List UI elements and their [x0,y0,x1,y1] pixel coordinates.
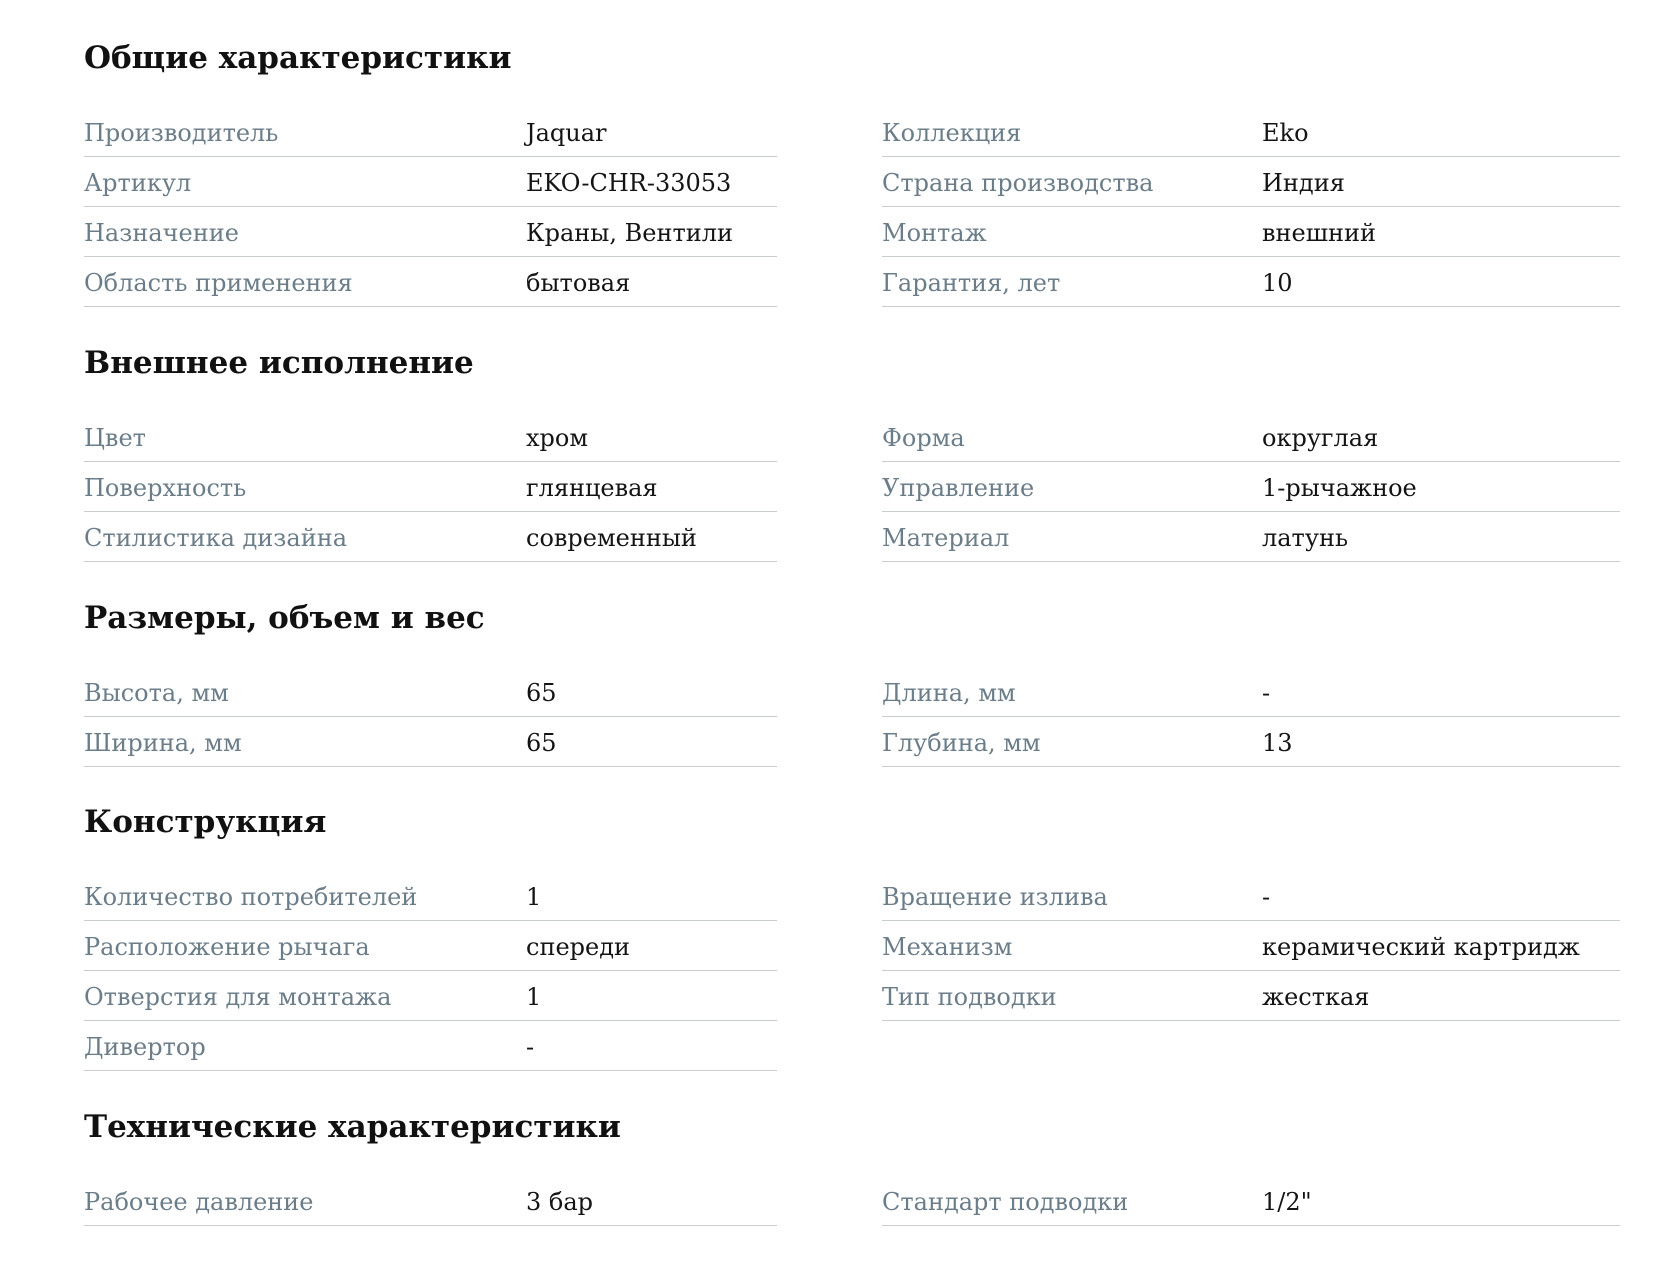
spec-value: внешний [1262,219,1377,247]
spec-row [882,157,1620,207]
spec-value: керамический картридж [1262,933,1580,961]
spec-label: Гарантия, лет [882,269,1061,297]
spec-row [84,871,777,921]
spec-label: Дивертор [84,1033,206,1061]
spec-value: спереди [526,933,630,961]
spec-row [84,257,777,307]
spec-row [84,1176,777,1226]
spec-label: Управление [882,474,1035,502]
spec-value: Краны, Вентили [526,219,733,247]
spec-value: EKO-CHR-33053 [526,169,732,197]
spec-row [84,1021,777,1071]
spec-label: Материал [882,524,1010,552]
spec-label: Стилистика дизайна [84,524,348,552]
spec-value: жесткая [1262,983,1370,1011]
spec-label: Назначение [84,219,239,247]
spec-label: Производитель [84,119,279,147]
spec-label: Цвет [84,424,146,452]
spec-value: 3 бар [526,1188,594,1216]
spec-row [882,667,1620,717]
spec-label: Поверхность [84,474,247,502]
spec-value: 13 [1262,729,1293,757]
spec-row [882,871,1620,921]
spec-value: 1/2" [1262,1188,1312,1216]
spec-label: Область применения [84,269,353,297]
spec-label: Страна производства [882,169,1154,197]
spec-label: Коллекция [882,119,1022,147]
spec-label: Рабочее давление [84,1188,314,1216]
spec-value: 1-рычажное [1262,474,1417,502]
spec-row [84,512,777,562]
section-technical [84,1107,1620,1226]
spec-column-left [84,412,777,562]
spec-column-left [84,107,777,307]
section-construction [84,802,1620,1071]
spec-label: Форма [882,424,965,452]
spec-label: Расположение рычага [84,933,370,961]
spec-label: Механизм [882,933,1013,961]
spec-column-right [882,107,1620,307]
spec-value: Jaquar [526,119,607,147]
spec-row [882,207,1620,257]
spec-value: Индия [1262,169,1345,197]
spec-column-right [882,667,1620,767]
section-appearance [84,343,1620,562]
section-title: Конструкция [84,804,327,840]
spec-row [84,971,777,1021]
spec-row [882,717,1620,767]
spec-label: Высота, мм [84,679,229,707]
spec-row [84,157,777,207]
spec-row [882,1176,1620,1226]
spec-value: латунь [1262,524,1349,552]
spec-value: 1 [526,983,542,1011]
spec-row [882,512,1620,562]
spec-column-right [882,871,1620,1071]
spec-value: - [1262,883,1271,911]
spec-value: 1 [526,883,542,911]
spec-label: Артикул [84,169,192,197]
spec-value: бытовая [526,269,631,297]
spec-row [84,107,777,157]
spec-label: Количество потребителей [84,883,418,911]
spec-row [84,207,777,257]
spec-value: 65 [526,729,557,757]
spec-row [882,921,1620,971]
section-dimensions [84,598,1620,767]
spec-row [84,667,777,717]
spec-label: Ширина, мм [84,729,242,757]
spec-row [882,971,1620,1021]
spec-row [882,107,1620,157]
spec-row [882,257,1620,307]
spec-label: Монтаж [882,219,987,247]
section-title: Общие характеристики [84,40,512,76]
spec-column-right [882,412,1620,562]
section-title: Внешнее исполнение [84,345,474,381]
spec-value: хром [526,424,589,452]
spec-value: 65 [526,679,557,707]
spec-label: Стандарт подводки [882,1188,1129,1216]
spec-value: Eko [1262,119,1309,147]
section-title: Технические характеристики [84,1109,621,1145]
spec-column-left [84,667,777,767]
spec-label: Отверстия для монтажа [84,983,392,1011]
spec-column-left [84,1176,777,1226]
spec-value: современный [526,524,697,552]
spec-value: - [526,1033,535,1061]
spec-label: Вращение излива [882,883,1108,911]
spec-label: Глубина, мм [882,729,1041,757]
spec-column-left [84,871,777,1071]
spec-label: Длина, мм [882,679,1016,707]
spec-value: - [1262,679,1271,707]
spec-row [84,412,777,462]
section-general [84,38,1620,307]
spec-value: округлая [1262,424,1379,452]
spec-row [882,412,1620,462]
spec-row [84,921,777,971]
spec-column-right [882,1176,1620,1226]
section-title: Размеры, объем и вес [84,600,485,636]
spec-label: Тип подводки [882,983,1057,1011]
spec-value: 10 [1262,269,1293,297]
spec-row [882,462,1620,512]
spec-value: глянцевая [526,474,658,502]
spec-row [84,717,777,767]
spec-row [84,462,777,512]
